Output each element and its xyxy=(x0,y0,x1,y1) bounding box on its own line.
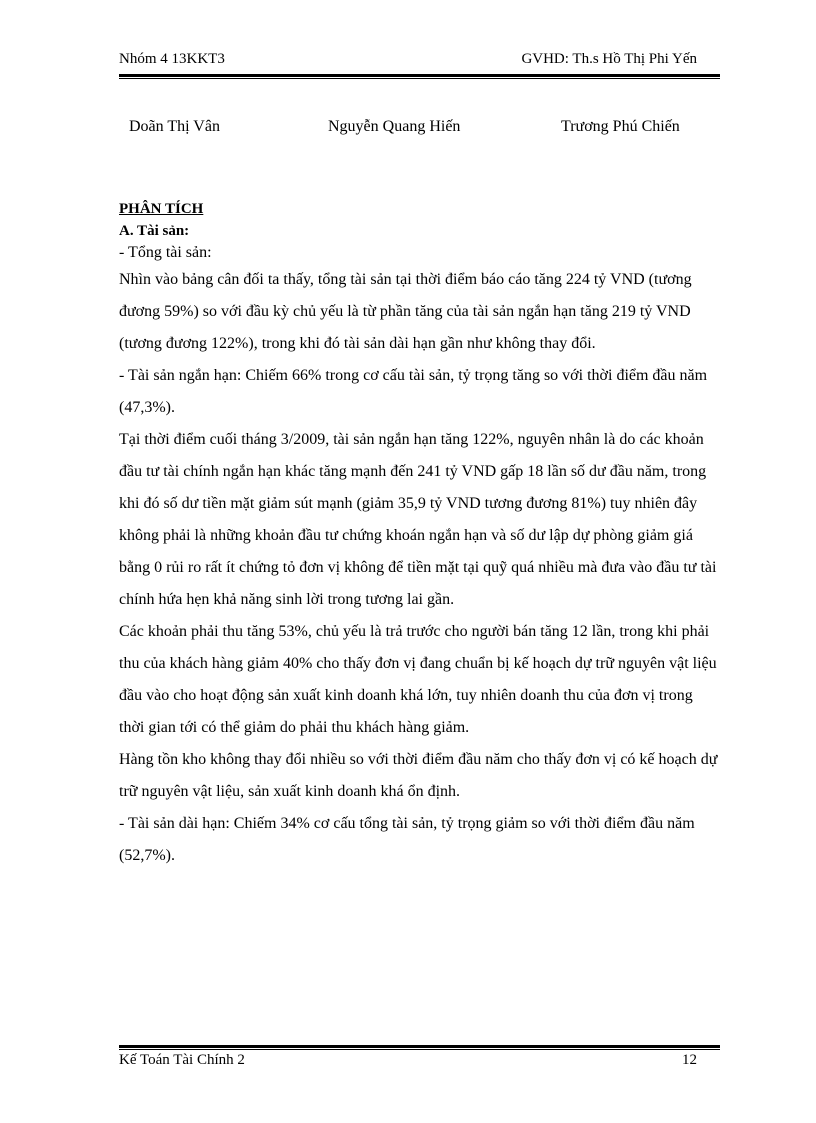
section-title: PHÂN TÍCH xyxy=(119,201,204,217)
member-name: Doãn Thị Vân xyxy=(129,118,220,135)
paragraph: Nhìn vào bảng cân đối ta thấy, tổng tài sản tại thời điểm báo cáo tăng 224 tỷ VND (tương đương 59%) so với đầu kỳ chủ yếu là từ phần tăng của tài sản ngắn hạn tăng 219 tỷ VND (tương đương 122%), trong khi đó tài sản dài hạn gần như không thay đổi. xyxy=(119,271,692,352)
page-header xyxy=(119,51,697,73)
member-list xyxy=(0,118,816,142)
paragraph: - Tài sản ngắn hạn: Chiếm 66% trong cơ cấu tài sản, tỷ trọng tăng so với thời điểm đầu năm (47,3%). xyxy=(119,367,708,416)
page-number: 12 xyxy=(682,1052,697,1068)
footer-rule xyxy=(119,1045,720,1051)
header-instructor: GVHD: Th.s Hồ Thị Phi Yến xyxy=(521,51,697,67)
page-footer xyxy=(119,1052,697,1074)
main-content xyxy=(119,198,719,872)
header-group-name: Nhóm 4 13KKT3 xyxy=(119,51,225,67)
footer-course-name: Kế Toán Tài Chính 2 xyxy=(119,1052,245,1068)
header-rule xyxy=(119,74,720,80)
paragraph: Các khoản phải thu tăng 53%, chủ yếu là trả trước cho người bán tăng 12 lần, trong khi phải thu của khách hàng giảm 40% cho thấy đơn vị đang chuẩn bị kế hoạch dự trữ nguyên vật liệu đầu vào cho hoạt động sản xuất kinh doanh khá lớn, tuy nhiên doanh thu của đơn vị trong thời gian tới có thể giảm do phải thu khách hàng giảm. xyxy=(119,623,717,736)
paragraph: Tại thời điểm cuối tháng 3/2009, tài sản ngắn hạn tăng 122%, nguyên nhân là do các khoản đầu tư tài chính ngắn hạn khác tăng mạnh đến 241 tỷ VND gấp 18 lần số dư đầu năm, trong khi đó số dư tiền mặt giảm sút mạnh (giảm 35,9 tỷ VND tương đương 81%) tuy nhiên đây không phải là những khoản đầu tư chứng khoán ngắn hạn và số dư lập dự phòng giảm giá bằng 0 rủi ro rất ít chứng tỏ đơn vị không để tiền mặt tại quỹ quá nhiều mà đưa vào đầu tư tài chính hứa hẹn khả năng sinh lời trong tương lai gần. xyxy=(119,431,717,608)
member-name: Nguyễn Quang Hiến xyxy=(328,118,461,135)
paragraph: - Tài sản dài hạn: Chiếm 34% cơ cấu tổng tài sản, tỷ trọng giảm so với thời điểm đầu năm (52,7%). xyxy=(119,815,695,864)
item-label: - Tổng tài sản: xyxy=(119,244,212,261)
subsection-title: A. Tài sản: xyxy=(119,223,190,239)
member-name: Trương Phú Chiến xyxy=(561,118,680,135)
paragraph: Hàng tồn kho không thay đổi nhiều so với thời điểm đầu năm cho thấy đơn vị có kế hoạch dự trữ nguyên vật liệu, sản xuất kinh doanh khá ổn định. xyxy=(119,751,718,800)
